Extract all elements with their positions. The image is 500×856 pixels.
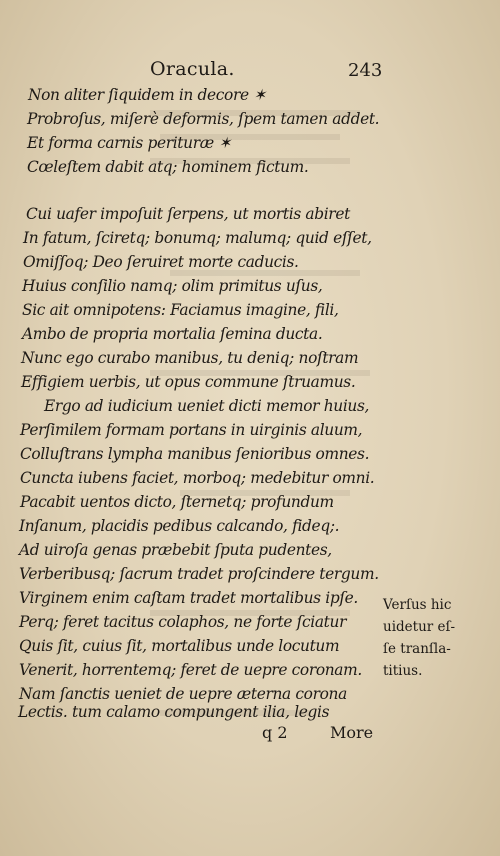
verse-line: Pacabit uentos dicto, ſternetq; profundum	[20, 493, 334, 511]
verse-line: Quis ſit, cuius ſit, mortalibus unde locutum	[19, 637, 340, 655]
verse-line: Cui uafer impoſuit ſerpens, ut mortis abiret	[26, 205, 350, 223]
verse-line: Probroſus, miſerè deformis, ſpem tamen addet.	[27, 110, 380, 128]
marginal-note-line: ſe tranſla-	[383, 641, 451, 657]
verse-line: Huius conſilio namq; olim primitus uſus,	[22, 277, 323, 295]
verse-line: Verberibusq; ſacrum tradet proſcindere tergum.	[19, 565, 379, 583]
verse-line: Virginem enim caſtam tradet mortalibus ipſe.	[19, 589, 358, 607]
verse-line: Lectis. tum calamo compungent ilia, legis	[18, 703, 330, 721]
verse-line: Venerit, horrentemq; feret de uepre coronam.	[19, 661, 362, 679]
verse-line: Perq; feret tacitus colaphos, ne forte ſciatur	[19, 613, 347, 631]
verse-line: Cœleſtem dabit atq; hominem fictum.	[27, 158, 309, 176]
verse-line: Ergo ad iudicium ueniet dicti memor huius,	[44, 397, 370, 415]
verse-line: Cuncta iubens faciet, morboq; medebitur omni.	[20, 469, 375, 487]
page-number: 243	[348, 60, 383, 81]
verse-line: Non aliter ſiquidem in decore ✶	[28, 86, 266, 104]
verse-line: Colluſtrans lympha manibus ſenioribus omnes.	[20, 445, 370, 463]
signature-mark: q 2	[262, 723, 288, 742]
verse-line: Et forma carnis perituræ ✶	[27, 134, 231, 152]
verse-line: Inſanum, placidis pedibus calcando, fideq;.	[19, 517, 340, 535]
marginal-note-line: Verſus hic	[383, 597, 452, 613]
verse-line: Ambo de propria mortalia ſemina ducta.	[22, 325, 323, 343]
running-head-title: Oracula.	[150, 58, 235, 80]
verse-line: Nam ſanctis ueniet de uepre æterna corona	[19, 685, 347, 703]
verse-line: Perſimilem formam portans in uirginis aluum,	[20, 421, 363, 439]
verse-line: Sic ait omnipotens: Faciamus imagine, fili,	[22, 301, 339, 319]
verse-line: Ad uiroſa genas præbebit ſputa pudentes,	[19, 541, 332, 559]
marginal-note-line: titius.	[383, 663, 423, 679]
verse-line: In fatum, ſciretq; bonumq; malumq; quid eſſet,	[23, 229, 372, 247]
marginal-note	[383, 594, 455, 682]
marginal-note-line: uidetur eſ-	[383, 619, 456, 635]
verse-line: Omiſſoq; Deo ſeruiret morte caducis.	[23, 253, 299, 271]
catchword: More	[330, 723, 374, 742]
verse-line: Effigiem uerbis, ut opus commune ſtruamus.	[21, 373, 356, 391]
verse-line: Nunc ego curabo manibus, tu deniq; noſtram	[21, 349, 359, 367]
